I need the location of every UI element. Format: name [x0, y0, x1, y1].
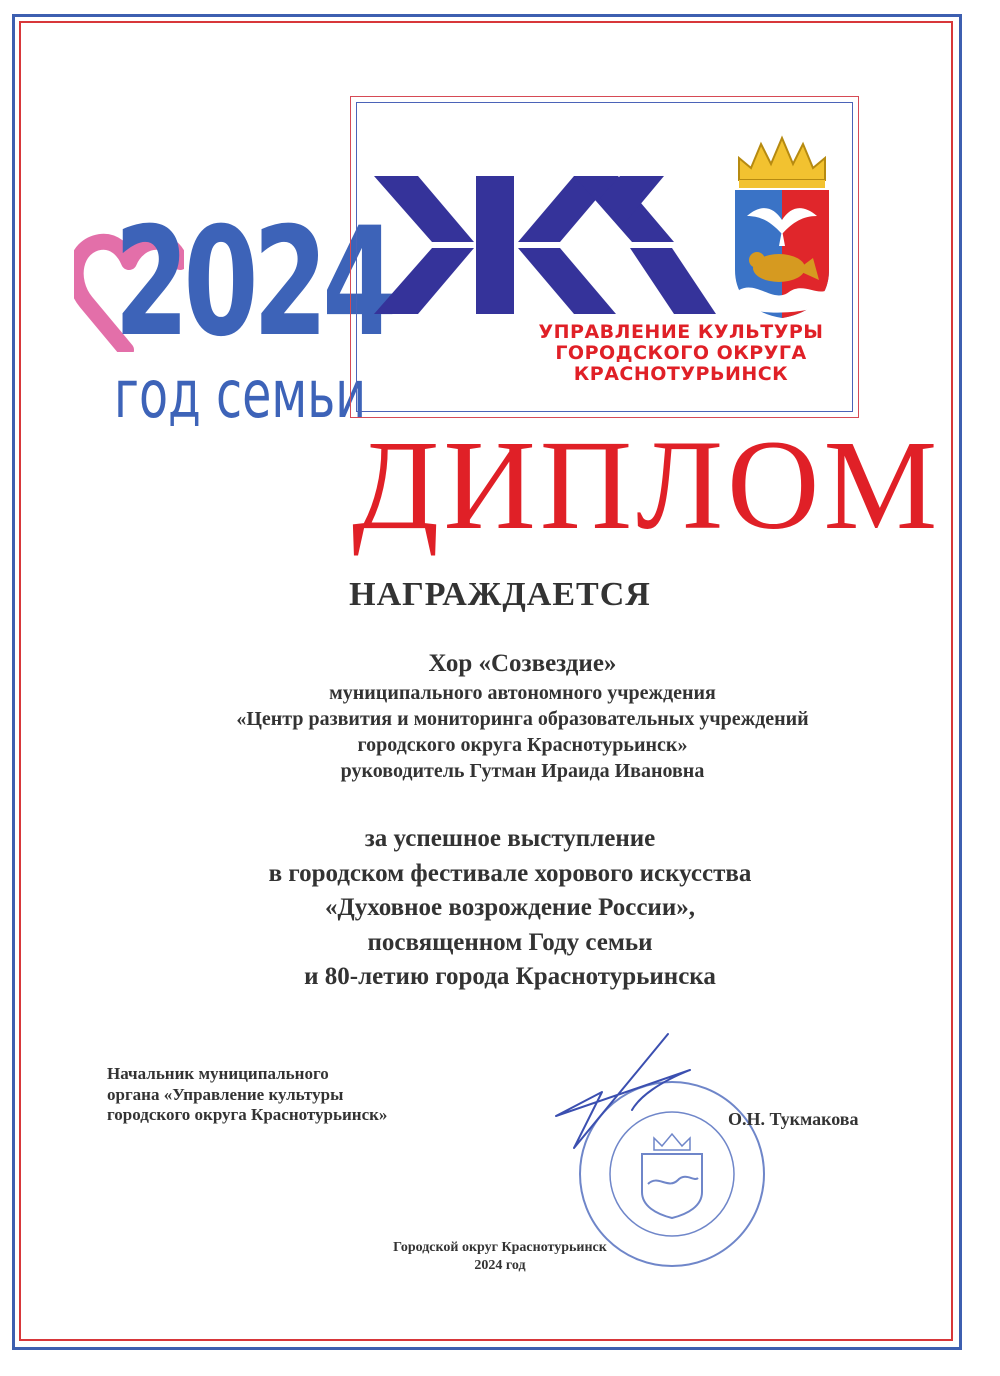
department-line: КРАСНОТУРЬИНСК: [573, 363, 789, 385]
recipient-line: руководитель Гутман Ираида Ивановна: [340, 760, 705, 782]
reason-line: посвященном Году семьи: [367, 928, 653, 956]
footer-year: 2024 год: [474, 1258, 526, 1273]
diploma-title: ДИПЛОМ: [352, 414, 942, 556]
signer-name: О.Н. Тукмакова: [728, 1109, 859, 1129]
signer-position-line: органа «Управление культуры: [107, 1084, 344, 1104]
reason-line: в городском фестивале хорового искусства: [268, 859, 752, 887]
signer-position-line: городского округа Краснотурьинск»: [107, 1105, 388, 1124]
recipient-line: городского округа Краснотурьинск»: [357, 734, 688, 756]
department-line: ГОРОДСКОГО ОКРУГА: [555, 342, 807, 364]
signer-position: [107, 1064, 387, 1126]
recipient-line: «Центр развития и мониторинга образовательных учреждений: [236, 708, 809, 730]
year-subtitle: год семьи: [114, 356, 367, 433]
footer: [0, 1239, 1000, 1275]
signer-position-line: Начальник муниципального: [107, 1064, 329, 1083]
reason-line: «Духовное возрождение России»,: [325, 894, 695, 921]
coat-of-arms-icon: [727, 130, 837, 320]
reason-block: [0, 822, 1000, 995]
department-line: УПРАВЛЕНИЕ КУЛЬТУРЫ: [538, 321, 824, 343]
awarded-heading: НАГРАЖДАЕТСЯ: [349, 576, 651, 613]
reason-line: и 80-летию города Краснотурьинска: [304, 963, 716, 990]
footer-city: Городской округ Краснотурьинск: [393, 1240, 607, 1255]
recipient-block: [0, 648, 1000, 784]
recipient-line: муниципального автономного учреждения: [329, 682, 716, 704]
uk-monogram-logo: [374, 176, 724, 316]
reason-line: за успешное выступление: [364, 825, 656, 852]
handwritten-signature: [540, 1030, 700, 1160]
department-name: [496, 322, 866, 385]
recipient-name: Хор «Созвездие»: [428, 650, 617, 677]
year-number: 2024: [114, 196, 392, 370]
